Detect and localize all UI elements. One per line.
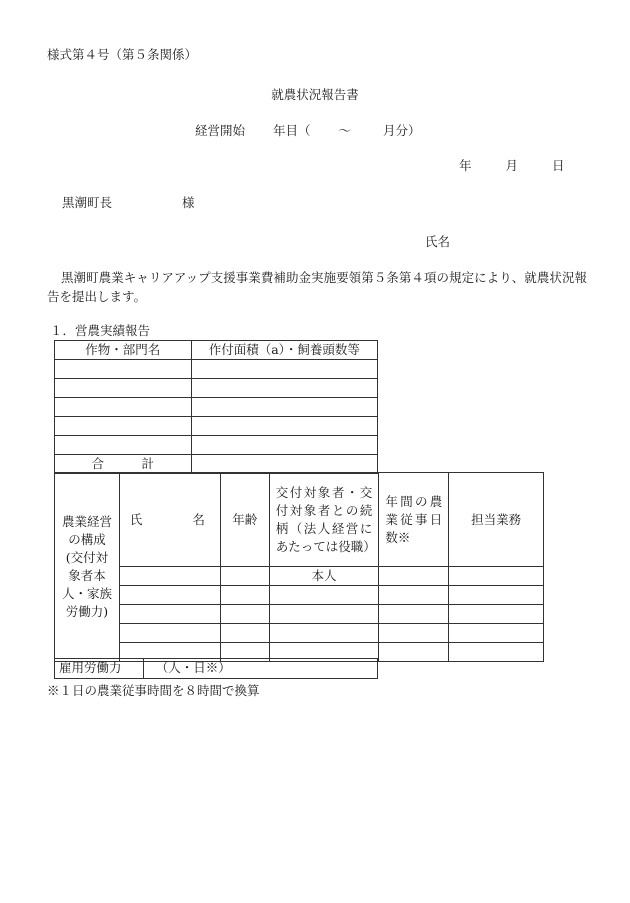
area-cell[interactable] — [191, 436, 377, 455]
area-cell[interactable] — [191, 379, 377, 398]
hired-labor-row — [55, 659, 378, 679]
member-days-cell[interactable] — [379, 605, 449, 624]
member-duty-cell[interactable] — [449, 643, 544, 662]
member-age-cell[interactable] — [220, 624, 269, 643]
form-number: 様式第４号（第５条関係） — [47, 47, 198, 62]
member-relationship-cell[interactable] — [269, 586, 379, 605]
member-age-cell[interactable] — [220, 567, 269, 586]
table-row — [55, 379, 378, 398]
footnote: ※１日の農業従事時間を８時間で換算 — [47, 683, 260, 698]
section-heading: １．営農実績報告 — [50, 323, 151, 338]
area-cell[interactable] — [191, 398, 377, 417]
area-cell[interactable] — [191, 417, 377, 436]
member-days-cell[interactable] — [379, 586, 449, 605]
relationship-column-header: 交付対象者・交付対象者との続柄（法人経営にあたっては役職） — [269, 473, 379, 567]
name-column-header: 氏 名 — [119, 473, 220, 567]
hired-labor-table — [54, 658, 378, 679]
table-header-row — [55, 341, 378, 360]
addressee-name: 黒潮町長 — [62, 195, 113, 210]
crop-cell[interactable] — [55, 360, 192, 379]
period-tilde: ～ — [338, 123, 352, 138]
member-name-cell[interactable] — [119, 624, 220, 643]
hired-labor-unit[interactable]: （人・日※） — [143, 659, 377, 679]
applicant-name-label: 氏名 — [425, 234, 451, 249]
table-row — [55, 417, 378, 436]
table-row — [55, 567, 544, 586]
age-column-header: 年齢 — [220, 473, 269, 567]
member-duty-cell[interactable] — [449, 567, 544, 586]
table-row — [55, 398, 378, 417]
member-duty-cell[interactable] — [449, 605, 544, 624]
member-days-cell[interactable] — [379, 643, 449, 662]
duty-column-header: 担当業務 — [449, 473, 544, 567]
area-cell[interactable] — [191, 360, 377, 379]
composition-row-header: 農業経営の構成(交付対象者本人・家族労働力) — [55, 473, 120, 662]
days-column-header: 年間の農業従事日数※ — [379, 473, 449, 567]
member-age-cell[interactable] — [220, 605, 269, 624]
member-name-cell[interactable] — [119, 567, 220, 586]
addressee — [62, 197, 195, 210]
area-column-header: 作付面積（a）・飼養頭数等 — [191, 341, 377, 360]
date-month: 月 — [505, 158, 519, 173]
member-age-cell[interactable] — [220, 586, 269, 605]
member-duty-cell[interactable] — [449, 586, 544, 605]
composition-table — [54, 472, 544, 662]
member-name-cell[interactable] — [119, 605, 220, 624]
total-row — [55, 455, 378, 474]
crop-cell[interactable] — [55, 379, 192, 398]
member-relationship-cell: 本人 — [269, 567, 379, 586]
hired-labor-label: 雇用労働力 — [55, 659, 144, 679]
total-value-cell[interactable] — [191, 455, 377, 474]
member-relationship-cell[interactable] — [269, 605, 379, 624]
crop-cell[interactable] — [55, 417, 192, 436]
period-start-label: 経営開始 — [195, 123, 246, 138]
member-days-cell[interactable] — [379, 624, 449, 643]
period-month-label: 月分） — [383, 123, 421, 138]
report-date — [459, 160, 565, 173]
table-row — [55, 586, 544, 605]
member-days-cell[interactable] — [379, 567, 449, 586]
addressee-honorific: 様 — [182, 195, 195, 210]
composition-header-row — [55, 473, 544, 567]
total-label: 合 計 — [55, 455, 192, 474]
table-row — [55, 605, 544, 624]
table-row — [55, 360, 378, 379]
date-year: 年 — [459, 158, 472, 173]
body-text: 黒潮町農業キャリアアップ支援事業費補助金実施要領第５条第４項の規定により、就農状況報告を提出します。 — [47, 270, 587, 304]
date-day: 日 — [552, 158, 565, 173]
document-title: 就農状況報告書 — [271, 87, 359, 102]
table-row — [55, 624, 544, 643]
crop-cell[interactable] — [55, 436, 192, 455]
reporting-period — [195, 125, 421, 138]
period-year-label: 年目（ — [273, 123, 311, 138]
member-relationship-cell[interactable] — [269, 624, 379, 643]
crop-column-header: 作物・部門名 — [55, 341, 192, 360]
table-row — [55, 436, 378, 455]
member-duty-cell[interactable] — [449, 624, 544, 643]
crop-cell[interactable] — [55, 398, 192, 417]
member-name-cell[interactable] — [119, 586, 220, 605]
crop-results-table — [54, 340, 378, 474]
